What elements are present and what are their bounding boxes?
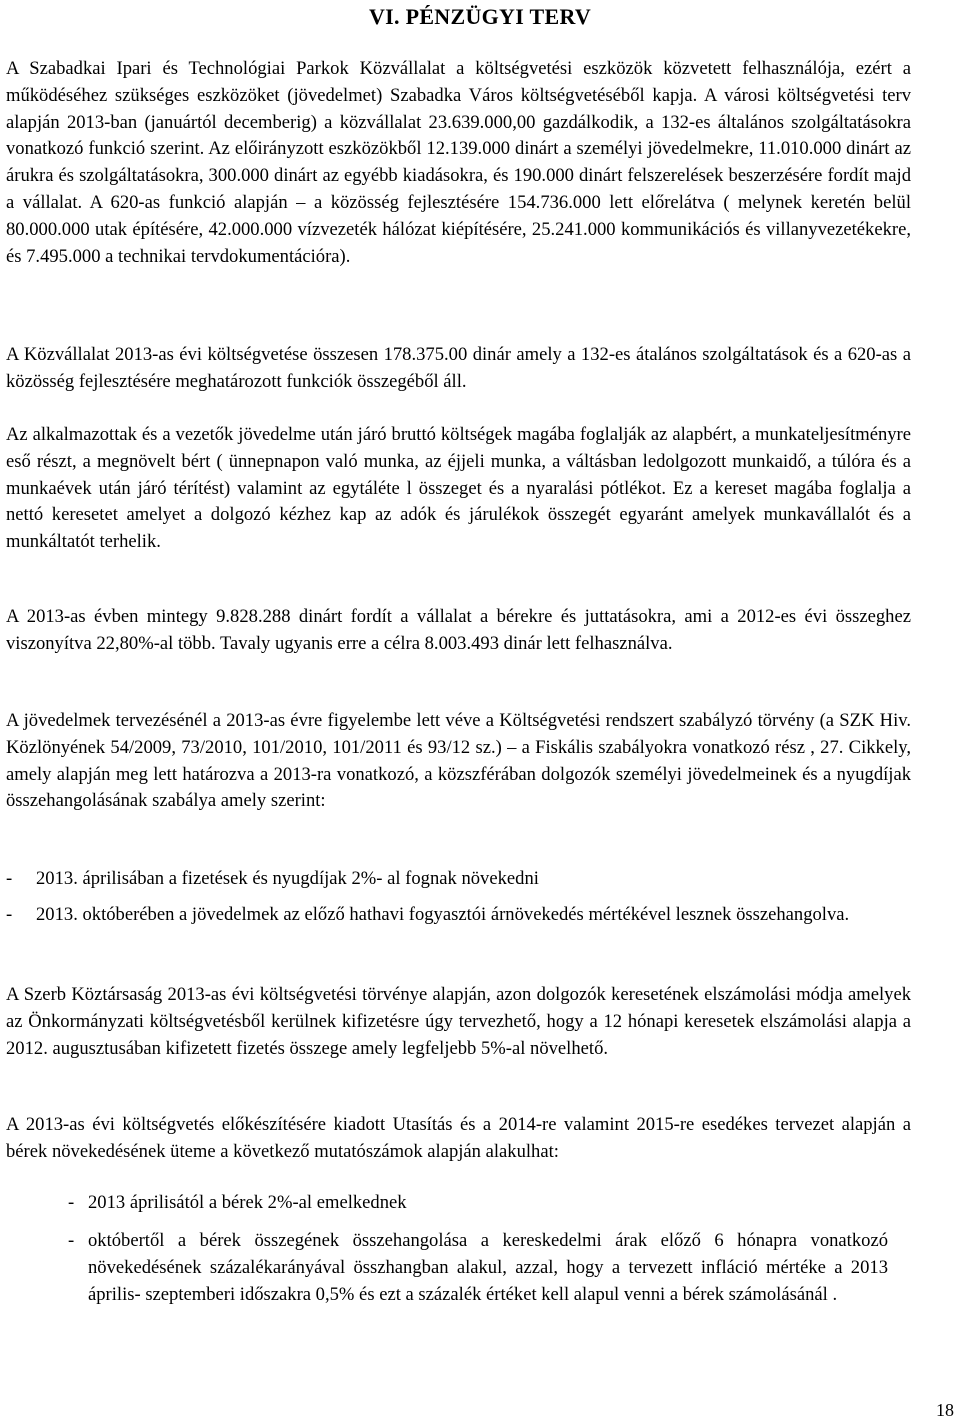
list-item-text: 2013 áprilisától a bérek 2%-al emelkednek [88,1192,407,1213]
list-item [68,1228,888,1308]
paragraph-budget-total: A Közvállalat 2013-as évi költségvetése összesen 178.375.00 dinár amely a 132-es átalános szolgáltatások és a 620-as a közösség fejlesztésére meghatározott funkciók összegéből áll. [6,344,911,392]
paragraph-wage-growth: A 2013-as évi költségvetés előkészítésére kiadott Utasítás és a 2014-re valamint 2015-re esedékes tervezet alapján a bérek növekedésének üteme a következő mutatószámok alapján alakulhat: [6,1114,911,1162]
list-bullet: - [6,868,13,889]
list-bullet: - [68,1192,75,1213]
list-item-text: 2013. áprilisában a fizetések és nyugdíjak 2%- al fognak növekedni [36,868,539,889]
paragraph-serbian-budget-law: A Szerb Köztársaság 2013-as évi költségvetési törvénye alapján, azon dolgozók keresetének elszámolási módja amelyek az Önkormányzati költségvetésből kerülnek kifizetésre úgy tervezhető, hogy a 12 hónapi keresetek elszámolási alapja a 2012. augusztusában kifizetett fizetés összege amely legfeljebb 5%-al növelhető. [6,984,911,1059]
list-item-text: októbertől a bérek összegének összehangolása a kereskedelmi árak előző 6 hónapra vonatkozó növekedésének százalékarányával összhangban alakul, azzal, hogy a tervezett infláció mértéke a 2013 április- szeptemberi időszakra 0,5% és ezt a százalék értéket kell alapul venni a bérek számolásánál . [88,1230,888,1305]
list-item [68,1190,888,1217]
list-item-text: 2013. októberében a jövedelmek az előző hathavi fogyasztói árnövekedés mértékével lesznek összehangolva. [36,904,850,925]
page-number: 18 [936,1400,954,1420]
paragraph-income-planning: A jövedelmek tervezésénél a 2013-as évre figyelembe lett véve a Költségvetési rendszert szabályzó törvény (a SZK Hiv. Közlönyének 54/2009, 73/2010, 101/2010, 101/2011 és 93/12 sz.) – a Fiskális szabályokra vonatkozó rész , 27. Cikkely, amely alapján meg lett határozva a 2013-ra vonatkozó, a közszférában dolgozók személyi jövedelmeinek és a nyugdíjak összehangolásának szabálya amely szerint: [6,710,911,812]
list-bullet: - [6,904,13,925]
list-bullet: - [68,1230,75,1251]
page-title: VI. PÉNZÜGYI TERV [368,4,592,29]
paragraph-wages-2013: A 2013-as évben mintegy 9.828.288 dinárt fordít a vállalat a bérekre és juttatásokra, ami a 2012-es évi összeghez viszonyítva 22,80%-al több. Tavaly ugyanis erre a célra 8.003.493 dinár lett felhasználva. [6,606,911,654]
list-item [6,902,911,929]
paragraph-budget-overview: A Szabadkai Ipari és Technológiai Parkok Közvállalat a költségvetési eszközök közvetett felhasználója, ezért a működéséhez szükséges eszközöket (jövedelmet) Szabadka Város költségvetéséből kapja. A városi költségvetési terv alapján 2013-ban (januártól decemberig) a közvállalat 23.639.000,00 gazdálkodik, a 132-es általános szolgáltatásokra vonatkozó funkció szerint. Az előirányzott eszközökből 12.139.000 dinárt a személyi jövedelmekre, 11.010.000 dinárt az árukra és szolgáltatásokra, 300.000 dinárt az egyébb kiadásokra, és 190.000 dinárt felszerelések beszerzésére fordít majd a vállalat. A 620-as funkció alapján – a közösség fejlesztésére 154.736.000 lett előrelátva ( melynek keretén belül 80.000.000 utak építésére, 42.000.000 vízvezeték hálózat kiépítésére, 25.241.000 kommunikációs és villanyvezetékekre, és 7.495.000 a technikai tervdokumentációra). [6,58,911,267]
list-item [6,866,906,893]
paragraph-gross-costs: Az alkalmazottak és a vezetők jövedelme után járó bruttó költségek magába foglalják az alapbért, a munkateljesítményre eső részt, a megnövelt bért ( ünnepnapon való munka, az éjjeli munka, a váltásban ledolgozott munkaidő, a túlóra és a munkaévek után járó térítést) valamint az egytáléte l összeget és a nyaralási pótlékot. Ez a kereset magába foglalja a nettó keresetet amelyet a dolgozó kézhez kap az adók és járulékok összegét egyaránt amelyek munkavállalót és a munkáltatót terhelik. [6,424,911,553]
